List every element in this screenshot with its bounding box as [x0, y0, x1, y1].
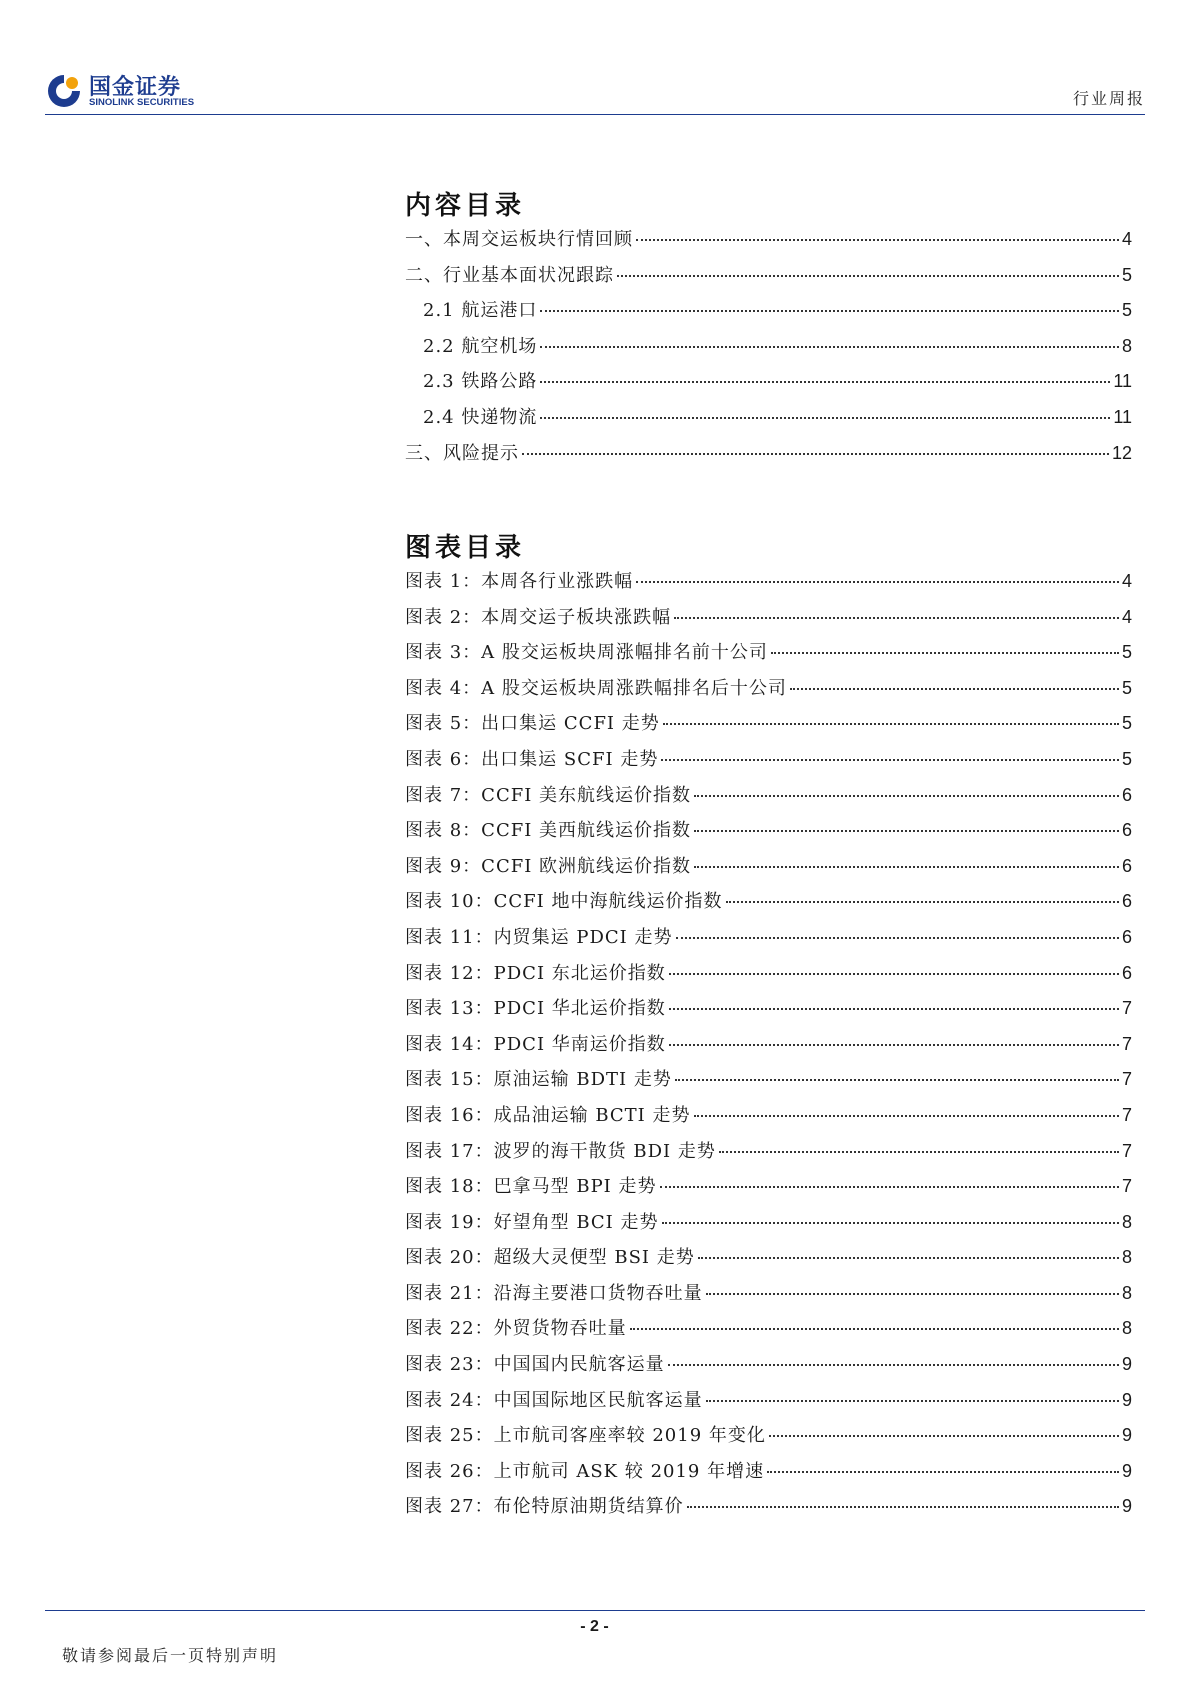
- dot-leader: [522, 453, 1109, 455]
- dot-leader: [660, 1186, 1119, 1188]
- dot-leader: [540, 417, 1110, 419]
- document-type: 行业周报: [1072, 89, 1145, 108]
- toc-entry[interactable]: [405, 296, 1132, 332]
- page-number: - 2 -: [580, 1618, 609, 1635]
- figures-toc: [405, 527, 1132, 1528]
- dot-leader: [669, 1008, 1119, 1010]
- footer-divider: [45, 1610, 1145, 1611]
- toc-entry[interactable]: [405, 638, 1132, 674]
- dot-leader: [706, 1293, 1119, 1295]
- contents-toc: [405, 185, 1132, 474]
- toc-entry-page: 4: [1121, 571, 1132, 591]
- toc-entry-page: 5: [1121, 748, 1132, 769]
- logo-english-name: SINOLINK SECURITIES: [89, 97, 195, 108]
- toc-entry-label: 图表 15：原油运输 BDTI 走势: [405, 1069, 672, 1091]
- toc-entry[interactable]: [405, 1492, 1132, 1528]
- toc-entry-label: 二、行业基本面状况跟踪: [405, 264, 614, 286]
- dot-leader: [726, 901, 1119, 903]
- toc-entry-page: 6: [1121, 784, 1132, 805]
- toc-entry-label: 图表 10：CCFI 地中海航线运价指数: [405, 891, 723, 913]
- figures-title: 图表目录: [405, 533, 526, 563]
- toc-entry[interactable]: [405, 439, 1132, 475]
- dot-leader: [540, 346, 1119, 348]
- toc-entry-page: 4: [1121, 606, 1132, 627]
- company-logo: [45, 70, 265, 110]
- dot-leader: [661, 759, 1119, 761]
- toc-entry-label: 图表 21：沿海主要港口货物吞吐量: [405, 1282, 703, 1304]
- toc-entry[interactable]: [405, 1137, 1132, 1173]
- dot-leader: [662, 1222, 1119, 1224]
- dot-leader: [767, 1471, 1119, 1473]
- toc-entry-page: 9: [1121, 1389, 1132, 1410]
- toc-entry-page: 9: [1121, 1425, 1132, 1446]
- toc-entry-page: 5: [1121, 713, 1132, 734]
- toc-entry-label: 图表 4：A 股交运板块周涨跌幅排名后十公司: [405, 677, 787, 699]
- toc-entry-label: 图表 18：巴拿马型 BPI 走势: [405, 1176, 657, 1198]
- header-divider: [45, 114, 1145, 115]
- toc-entry[interactable]: [405, 887, 1132, 923]
- toc-entry-label: 图表 1：本周各行业涨跌幅: [405, 571, 634, 592]
- toc-entry[interactable]: [405, 1350, 1132, 1386]
- toc-entry[interactable]: [405, 852, 1132, 888]
- dot-leader: [674, 617, 1119, 619]
- toc-entry[interactable]: [405, 994, 1132, 1030]
- toc-entry[interactable]: [405, 1314, 1132, 1350]
- dot-leader: [669, 1044, 1119, 1046]
- dot-leader: [694, 866, 1119, 868]
- toc-entry-page: 6: [1121, 891, 1132, 912]
- toc-entry[interactable]: [405, 959, 1132, 995]
- toc-entry-label: 图表 3：A 股交运板块周涨幅排名前十公司: [405, 642, 768, 664]
- disclaimer-note: 敬请参阅最后一页特别声明: [62, 1646, 279, 1665]
- toc-entry-page: 8: [1121, 335, 1132, 356]
- toc-entry[interactable]: [405, 1279, 1132, 1315]
- toc-entry-page: 12: [1111, 442, 1132, 463]
- dot-leader: [771, 652, 1119, 654]
- toc-entry[interactable]: [405, 781, 1132, 817]
- toc-entry-label: 三、风险提示: [405, 442, 519, 464]
- dot-leader: [540, 310, 1119, 312]
- dot-leader: [694, 1115, 1119, 1117]
- toc-entry-label: 图表 12：PDCI 东北运价指数: [405, 962, 666, 984]
- toc-entry-page: 7: [1121, 1104, 1132, 1125]
- dot-leader: [790, 688, 1119, 690]
- dot-leader: [636, 239, 1119, 241]
- toc-entry[interactable]: [405, 816, 1132, 852]
- dot-leader: [669, 973, 1119, 975]
- logo-chinese-name: 国金证券: [89, 75, 182, 100]
- toc-entry-label: 图表 23：中国国内民航客运量: [405, 1354, 665, 1376]
- dot-leader: [694, 830, 1119, 832]
- figures-list: [405, 567, 1132, 1528]
- dot-leader: [617, 275, 1119, 277]
- dot-leader: [675, 1079, 1119, 1081]
- toc-entry[interactable]: [405, 709, 1132, 745]
- toc-entry-label: 图表 7：CCFI 美东航线运价指数: [405, 784, 692, 806]
- toc-entry[interactable]: [405, 567, 1132, 603]
- toc-entry-label: 图表 20：超级大灵便型 BSI 走势: [405, 1247, 695, 1269]
- contents-list: [405, 225, 1132, 474]
- dot-leader: [694, 795, 1119, 797]
- toc-entry-label: 图表 13：PDCI 华北运价指数: [405, 998, 666, 1020]
- toc-entry-label: 一、本周交运板块行情回顾: [405, 229, 633, 250]
- toc-entry-page: 7: [1121, 1069, 1132, 1090]
- contents-title: 内容目录: [405, 191, 526, 221]
- toc-entry[interactable]: [405, 1243, 1132, 1279]
- toc-entry[interactable]: [405, 367, 1132, 403]
- toc-entry-label: 2.4 快递物流: [423, 406, 538, 428]
- dot-leader: [540, 381, 1110, 383]
- toc-entry[interactable]: [405, 1208, 1132, 1244]
- toc-entry-label: 2.3 铁路公路: [423, 371, 538, 393]
- toc-entry-page: 7: [1121, 1140, 1132, 1161]
- toc-entry-label: 图表 27：布伦特原油期货结算价: [405, 1496, 684, 1518]
- dot-leader: [676, 937, 1119, 939]
- toc-entry-label: 图表 19：好望角型 BCI 走势: [405, 1211, 659, 1233]
- dot-leader: [719, 1151, 1119, 1153]
- toc-entry-label: 图表 14：PDCI 华南运价指数: [405, 1033, 666, 1055]
- toc-entry-page: 9: [1121, 1496, 1132, 1517]
- toc-entry[interactable]: [405, 1386, 1132, 1422]
- toc-entry-page: 5: [1121, 264, 1132, 285]
- toc-entry-page: 8: [1121, 1247, 1132, 1268]
- toc-entry-page: 9: [1121, 1460, 1132, 1481]
- toc-entry-label: 图表 6：出口集运 SCFI 走势: [405, 748, 659, 770]
- dot-leader: [698, 1257, 1119, 1259]
- toc-entry-page: 9: [1121, 1354, 1132, 1375]
- toc-entry[interactable]: [405, 1065, 1132, 1101]
- toc-entry[interactable]: [405, 1421, 1132, 1457]
- toc-entry-label: 图表 9：CCFI 欧洲航线运价指数: [405, 855, 692, 877]
- toc-entry[interactable]: [405, 332, 1132, 368]
- dot-leader: [630, 1328, 1119, 1330]
- toc-entry-page: 8: [1121, 1318, 1132, 1339]
- toc-entry-page: 4: [1121, 229, 1132, 249]
- toc-entry-label: 2.2 航空机场: [423, 335, 538, 357]
- toc-entry-page: 8: [1121, 1211, 1132, 1232]
- toc-entry-page: 11: [1113, 371, 1132, 392]
- toc-entry[interactable]: [405, 261, 1132, 297]
- toc-entry-label: 图表 26：上市航司 ASK 较 2019 年增速: [405, 1460, 765, 1482]
- toc-entry[interactable]: [405, 923, 1132, 959]
- toc-entry-label: 图表 24：中国国际地区民航客运量: [405, 1389, 703, 1411]
- toc-entry[interactable]: [405, 1030, 1132, 1066]
- toc-entry[interactable]: [405, 1101, 1132, 1137]
- toc-entry[interactable]: [405, 403, 1132, 439]
- toc-entry-page: 8: [1121, 1282, 1132, 1303]
- toc-entry-label: 图表 2：本周交运子板块涨跌幅: [405, 606, 672, 628]
- dot-leader: [663, 723, 1119, 725]
- toc-entry-page: 6: [1121, 926, 1132, 947]
- toc-entry-label: 图表 22：外贸货物吞吐量: [405, 1318, 627, 1340]
- toc-entry-page: 5: [1121, 642, 1132, 663]
- toc-entry-page: 5: [1121, 677, 1132, 698]
- toc-entry-page: 7: [1121, 1176, 1132, 1197]
- dot-leader: [769, 1435, 1119, 1437]
- toc-entry-label: 图表 16：成品油运输 BCTI 走势: [405, 1104, 691, 1126]
- toc-entry-label: 图表 17：波罗的海干散货 BDI 走势: [405, 1140, 716, 1162]
- toc-entry[interactable]: [405, 1457, 1132, 1493]
- toc-entry[interactable]: [405, 745, 1132, 781]
- toc-entry[interactable]: [405, 225, 1132, 261]
- page-header: [45, 66, 1145, 114]
- toc-entry-label: 图表 5：出口集运 CCFI 走势: [405, 713, 660, 735]
- dot-leader: [706, 1400, 1119, 1402]
- toc-entry-page: 11: [1113, 406, 1132, 427]
- toc-entry-page: 6: [1121, 855, 1132, 876]
- toc-entry-page: 6: [1121, 962, 1132, 983]
- toc-entry-page: 6: [1121, 820, 1132, 841]
- toc-entry[interactable]: [405, 1172, 1132, 1208]
- dot-leader: [668, 1364, 1119, 1366]
- toc-entry-page: 7: [1121, 1033, 1132, 1054]
- toc-entry[interactable]: [405, 603, 1132, 639]
- toc-entry-page: 7: [1121, 998, 1132, 1019]
- toc-entry-label: 图表 8：CCFI 美西航线运价指数: [405, 820, 692, 842]
- toc-entry-label: 2.1 航运港口: [423, 300, 538, 322]
- dot-leader: [636, 581, 1119, 583]
- dot-leader: [687, 1506, 1119, 1508]
- toc-entry-label: 图表 25：上市航司客座率较 2019 年变化: [405, 1425, 766, 1447]
- toc-entry-label: 图表 11：内贸集运 PDCI 走势: [405, 926, 673, 948]
- toc-entry[interactable]: [405, 674, 1132, 710]
- toc-entry-page: 5: [1121, 300, 1132, 321]
- sinolink-logo-icon: [47, 74, 81, 108]
